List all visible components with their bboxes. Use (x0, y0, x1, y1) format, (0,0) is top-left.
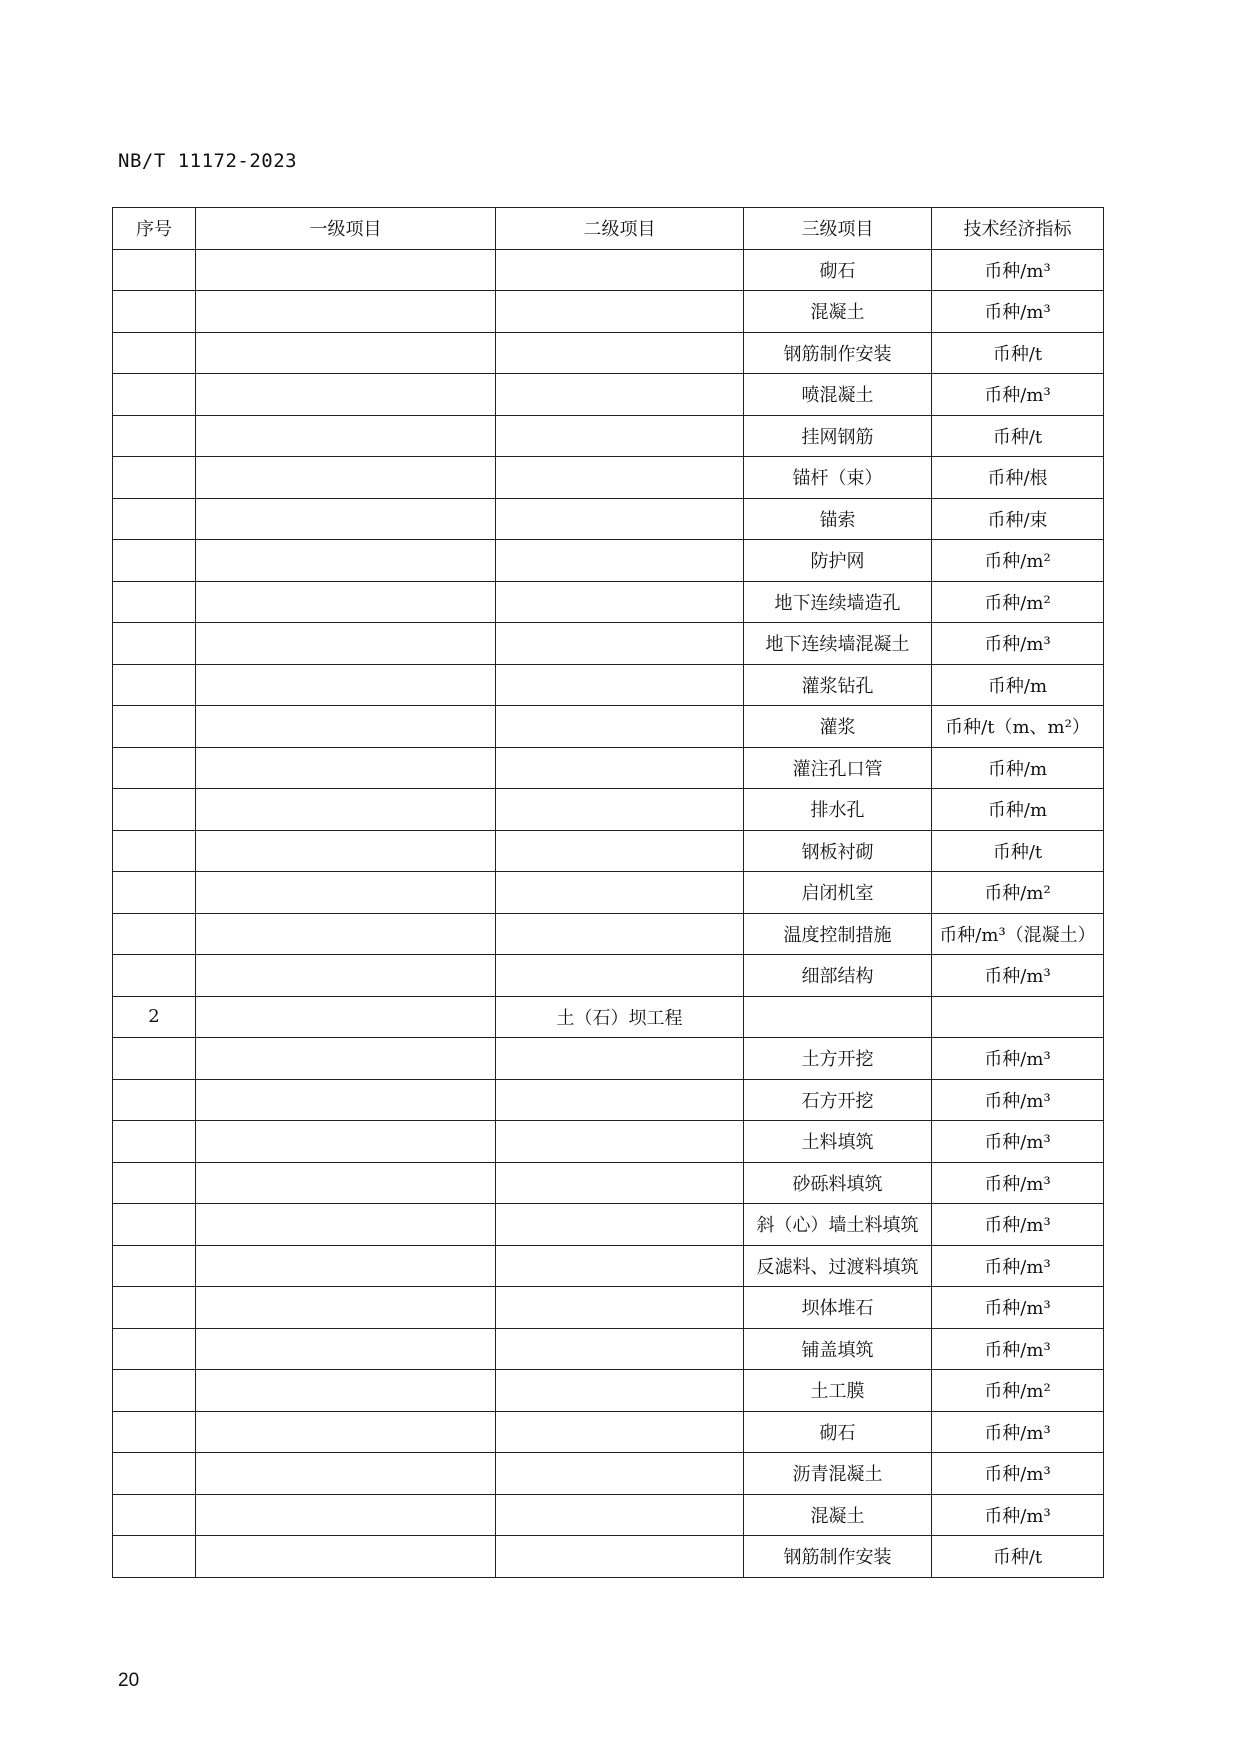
table-row (113, 789, 1104, 831)
cell-level3: 钢筋制作安装 (744, 332, 932, 374)
cell-indicator: 币种/m³ (932, 1121, 1104, 1163)
cell-level1 (196, 1536, 496, 1578)
cell-level2 (496, 955, 744, 997)
cell-level1 (196, 872, 496, 914)
cell-level1 (196, 955, 496, 997)
cell-level3: 锚杆（束） (744, 457, 932, 499)
table-row (113, 1494, 1104, 1536)
cell-level2 (496, 789, 744, 831)
cell-level2 (496, 747, 744, 789)
cell-level3: 地下连续墙混凝土 (744, 623, 932, 665)
cell-indicator: 币种/m³ (932, 1411, 1104, 1453)
cell-level2 (496, 623, 744, 665)
cell-index (113, 1370, 196, 1412)
cell-level1 (196, 415, 496, 457)
cell-level1 (196, 498, 496, 540)
cell-index (113, 747, 196, 789)
cell-level2: 土（石）坝工程 (496, 996, 744, 1038)
cell-indicator: 币种/m³（混凝土） (932, 913, 1104, 955)
cell-level3: 灌注孔口管 (744, 747, 932, 789)
cell-index (113, 457, 196, 499)
cell-level1 (196, 249, 496, 291)
cell-level1 (196, 1411, 496, 1453)
cell-level2 (496, 1287, 744, 1329)
cell-indicator: 币种/t（m、m²） (932, 706, 1104, 748)
cell-level3: 地下连续墙造孔 (744, 581, 932, 623)
table-header-row (113, 208, 1104, 250)
cell-index (113, 830, 196, 872)
cell-index (113, 1287, 196, 1329)
cell-indicator: 币种/m³ (932, 1328, 1104, 1370)
cell-level3: 砂砾料填筑 (744, 1162, 932, 1204)
cell-indicator: 币种/m (932, 664, 1104, 706)
cell-index (113, 1162, 196, 1204)
cell-indicator: 币种/t (932, 415, 1104, 457)
cell-level1 (196, 1370, 496, 1412)
cell-indicator: 币种/m² (932, 581, 1104, 623)
cell-indicator: 币种/m³ (932, 1204, 1104, 1246)
cell-level2 (496, 581, 744, 623)
cell-level3: 土工膜 (744, 1370, 932, 1412)
cell-level3: 灌浆 (744, 706, 932, 748)
cell-level3: 混凝土 (744, 1494, 932, 1536)
column-header-level1: 一级项目 (196, 208, 496, 250)
cell-indicator: 币种/m³ (932, 955, 1104, 997)
cell-indicator: 币种/m³ (932, 1287, 1104, 1329)
table-row (113, 540, 1104, 582)
cell-indicator: 币种/m² (932, 1370, 1104, 1412)
cell-level1 (196, 996, 496, 1038)
cell-level1 (196, 457, 496, 499)
cell-index (113, 1121, 196, 1163)
cell-index (113, 540, 196, 582)
cell-indicator: 币种/m³ (932, 374, 1104, 416)
cell-indicator: 币种/m² (932, 540, 1104, 582)
cell-level3: 斜（心）墙土料填筑 (744, 1204, 932, 1246)
cell-level1 (196, 664, 496, 706)
cell-level2 (496, 1453, 744, 1495)
column-header-indicator: 技术经济指标 (932, 208, 1104, 250)
cell-level3: 防护网 (744, 540, 932, 582)
table-row (113, 249, 1104, 291)
cell-index (113, 1536, 196, 1578)
cell-level2 (496, 374, 744, 416)
table-row (113, 996, 1104, 1038)
cell-index (113, 415, 196, 457)
cell-level2 (496, 332, 744, 374)
cell-level3: 砌石 (744, 1411, 932, 1453)
cell-index (113, 1328, 196, 1370)
cell-level3: 灌浆钻孔 (744, 664, 932, 706)
cell-level1 (196, 291, 496, 333)
table-row (113, 872, 1104, 914)
cell-level1 (196, 332, 496, 374)
cell-indicator: 币种/束 (932, 498, 1104, 540)
cell-level2 (496, 1121, 744, 1163)
indicator-table (112, 207, 1104, 1578)
cell-level2 (496, 1370, 744, 1412)
cell-indicator: 币种/根 (932, 457, 1104, 499)
table-row (113, 457, 1104, 499)
table-row (113, 498, 1104, 540)
cell-level2 (496, 830, 744, 872)
cell-level1 (196, 1121, 496, 1163)
cell-index (113, 789, 196, 831)
cell-index (113, 291, 196, 333)
cell-level1 (196, 1038, 496, 1080)
table-row (113, 913, 1104, 955)
page-number: 20 (118, 1670, 140, 1691)
cell-level2 (496, 540, 744, 582)
cell-indicator: 币种/m³ (932, 1079, 1104, 1121)
table-row (113, 1204, 1104, 1246)
column-header-level3: 三级项目 (744, 208, 932, 250)
cell-level3: 土方开挖 (744, 1038, 932, 1080)
table-row (113, 1121, 1104, 1163)
cell-level2 (496, 249, 744, 291)
cell-indicator: 币种/t (932, 1536, 1104, 1578)
cell-level1 (196, 1204, 496, 1246)
table-row (113, 830, 1104, 872)
table-row (113, 1370, 1104, 1412)
cell-index (113, 623, 196, 665)
cell-index: 2 (113, 996, 196, 1038)
cell-level2 (496, 1245, 744, 1287)
table-row (113, 581, 1104, 623)
table-row (113, 1287, 1104, 1329)
table-row (113, 1038, 1104, 1080)
cell-level1 (196, 830, 496, 872)
cell-level2 (496, 872, 744, 914)
cell-index (113, 1204, 196, 1246)
cell-level2 (496, 664, 744, 706)
cell-index (113, 1079, 196, 1121)
cell-index (113, 955, 196, 997)
cell-index (113, 498, 196, 540)
table-row (113, 291, 1104, 333)
cell-level2 (496, 1204, 744, 1246)
cell-indicator: 币种/m³ (932, 291, 1104, 333)
cell-level1 (196, 747, 496, 789)
cell-level2 (496, 1536, 744, 1578)
cell-index (113, 1453, 196, 1495)
table-row (113, 1079, 1104, 1121)
cell-level1 (196, 1453, 496, 1495)
table-row (113, 955, 1104, 997)
table-row (113, 1411, 1104, 1453)
table-row (113, 1328, 1104, 1370)
cell-level3: 排水孔 (744, 789, 932, 831)
cell-indicator (932, 996, 1104, 1038)
cell-level1 (196, 1245, 496, 1287)
cell-level1 (196, 913, 496, 955)
cell-level1 (196, 374, 496, 416)
cell-level1 (196, 1162, 496, 1204)
cell-indicator: 币种/m² (932, 872, 1104, 914)
cell-level2 (496, 1079, 744, 1121)
cell-level2 (496, 1494, 744, 1536)
cell-level2 (496, 913, 744, 955)
cell-index (113, 872, 196, 914)
cell-level2 (496, 1328, 744, 1370)
cell-level3: 温度控制措施 (744, 913, 932, 955)
cell-level3: 沥青混凝土 (744, 1453, 932, 1495)
table-row (113, 374, 1104, 416)
cell-indicator: 币种/m (932, 789, 1104, 831)
cell-level2 (496, 706, 744, 748)
cell-level3: 石方开挖 (744, 1079, 932, 1121)
cell-index (113, 1245, 196, 1287)
cell-indicator: 币种/m³ (932, 623, 1104, 665)
cell-level3: 铺盖填筑 (744, 1328, 932, 1370)
cell-level3: 钢板衬砌 (744, 830, 932, 872)
cell-index (113, 1494, 196, 1536)
cell-level3: 挂网钢筋 (744, 415, 932, 457)
cell-level3: 启闭机室 (744, 872, 932, 914)
cell-level3: 反滤料、过渡料填筑 (744, 1245, 932, 1287)
cell-indicator: 币种/m (932, 747, 1104, 789)
cell-index (113, 664, 196, 706)
cell-index (113, 374, 196, 416)
cell-level1 (196, 1494, 496, 1536)
table-row (113, 332, 1104, 374)
cell-level2 (496, 415, 744, 457)
cell-indicator: 币种/m³ (932, 1453, 1104, 1495)
standard-code: NB/T 11172-2023 (118, 150, 298, 172)
cell-index (113, 706, 196, 748)
cell-indicator: 币种/m³ (932, 1494, 1104, 1536)
cell-level1 (196, 706, 496, 748)
cell-indicator: 币种/m³ (932, 1162, 1104, 1204)
table-row (113, 747, 1104, 789)
cell-level3: 坝体堆石 (744, 1287, 932, 1329)
table-row (113, 623, 1104, 665)
cell-level2 (496, 1038, 744, 1080)
cell-level1 (196, 1079, 496, 1121)
cell-level1 (196, 1328, 496, 1370)
cell-indicator: 币种/t (932, 830, 1104, 872)
cell-level3: 砌石 (744, 249, 932, 291)
table-row (113, 1245, 1104, 1287)
table-row (113, 664, 1104, 706)
column-header-level2: 二级项目 (496, 208, 744, 250)
cell-level1 (196, 1287, 496, 1329)
cell-level2 (496, 291, 744, 333)
cell-index (113, 1411, 196, 1453)
cell-level3 (744, 996, 932, 1038)
cell-index (113, 332, 196, 374)
table-body (113, 249, 1104, 1577)
table-row (113, 706, 1104, 748)
cell-level2 (496, 1162, 744, 1204)
cell-level3: 锚索 (744, 498, 932, 540)
cell-index (113, 249, 196, 291)
column-header-index: 序号 (113, 208, 196, 250)
table-row (113, 415, 1104, 457)
cell-indicator: 币种/m³ (932, 249, 1104, 291)
cell-level1 (196, 540, 496, 582)
cell-level2 (496, 457, 744, 499)
cell-level1 (196, 581, 496, 623)
table-row (113, 1162, 1104, 1204)
table-row (113, 1536, 1104, 1578)
table-row (113, 1453, 1104, 1495)
cell-level3: 钢筋制作安装 (744, 1536, 932, 1578)
cell-indicator: 币种/t (932, 332, 1104, 374)
cell-level1 (196, 789, 496, 831)
cell-level1 (196, 623, 496, 665)
cell-level3: 细部结构 (744, 955, 932, 997)
cell-indicator: 币种/m³ (932, 1245, 1104, 1287)
cell-index (113, 581, 196, 623)
cell-level2 (496, 1411, 744, 1453)
cell-level3: 混凝土 (744, 291, 932, 333)
cell-level3: 土料填筑 (744, 1121, 932, 1163)
cell-index (113, 913, 196, 955)
cell-index (113, 1038, 196, 1080)
cell-level3: 喷混凝土 (744, 374, 932, 416)
cell-indicator: 币种/m³ (932, 1038, 1104, 1080)
cell-level2 (496, 498, 744, 540)
